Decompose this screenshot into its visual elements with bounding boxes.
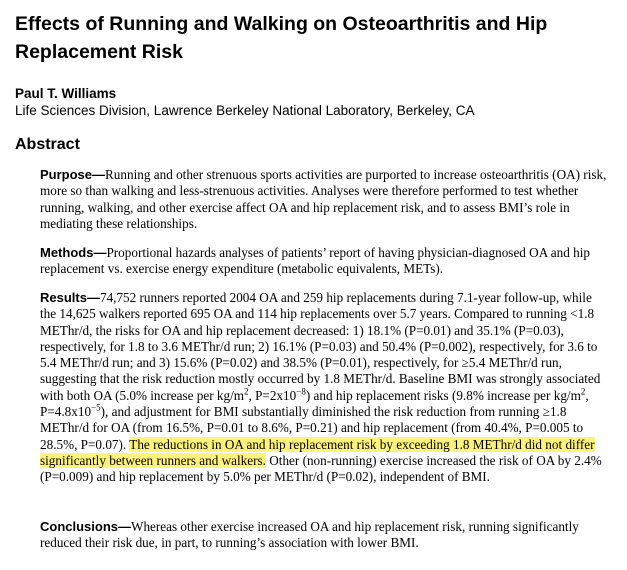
results-label: Results—: [40, 290, 100, 305]
results-text: 74,752 runners reported 2004 OA and 259 hip replacements during 7.1-year follow-up, while the 14,625 walkers reported 695 OA and 114 hip replacements over 5.7 years. Compared to running <1.8 METhr/d, the risks for OA and hip replacement decreased: 1) 18.1% (P=0.01) and 35.1% (P=0.03), respectively, for 1.8 to 3.6 METhr/d run; 2) 16.1% (P=0.03) and 50.4% (P=0.002), respectively, for 3.6 to 5.4 METhr/d run; and 3) 15.6% (P=0.02) and 38.5% (P=0.01), respectively, for ≥5.4 METhr/d run, suggesting that the risk reduction mostly occurred by 1.8 METhr/d. Baseline BMI was strongly associated with both OA (5.0% increase per $kg/m^2$, $P=2x10^{-8}$) and hip replacement risks (9.8% increase per $kg/m^2$, $P=4.8x10^{-5}$), and adjustment for BMI substantially diminished the risk reduction from running ≥1.8 METhr/d for OA (from 16.5%, P=0.01 to 8.6%, P=0.21) and hip replacement (from 40.4%, P=0.005 to 28.5%, P=0.07). The reductions in OA and hip replacement risk by exceeding 1.8 METhr/d did not differ significantly between runners and walkers. Other (non-running) exercise increased the risk of OA by 2.4% (P=0.009) and hip replacement by 5.0% per METhr/d (P=0.02), independent of BMI.: [40, 290, 602, 485]
abstract-results: [40, 290, 608, 486]
paper-title: Effects of Running and Walking on Osteoarthritis and Hip Replacement Risk: [15, 13, 548, 63]
author-affiliation: Life Sciences Division, Lawrence Berkeley National Laboratory, Berkeley, CA: [15, 103, 475, 118]
purpose-label: Purpose—: [40, 167, 106, 182]
author-name: Paul T. Williams: [15, 86, 117, 101]
methods-text: Proportional hazards analyses of patients’ report of having physician-diagnosed OA and hip replacement vs. exercise energy expenditure (metabolic equivalents, METs).: [40, 245, 590, 277]
methods-label: Methods—: [40, 245, 107, 260]
purpose-text: Running and other strenuous sports activities are purported to increase osteoarthritis (OA) risk, more so than walking and less-strenuous activities. Analyses were therefore performed to test whether running, walking, and other exercise affect OA and hip replacement risk, and to assess BMI’s role in mediating these relationships.: [40, 167, 607, 231]
conclusions-label: Conclusions—: [40, 519, 132, 534]
abstract-heading: Abstract: [15, 136, 80, 153]
conclusions-text: Whereas other exercise increased OA and hip replacement risk, running significantly reduced their risk due, in part, to running’s association with lower BMI.: [40, 519, 579, 551]
abstract-purpose: [40, 167, 608, 232]
highlighted-finding: The reductions in OA and hip replacement risk by exceeding 1.8 METhr/d did not differ significantly between runners and walkers.: [40, 436, 595, 468]
abstract-methods: [40, 245, 608, 278]
abstract-conclusions: [40, 519, 608, 552]
